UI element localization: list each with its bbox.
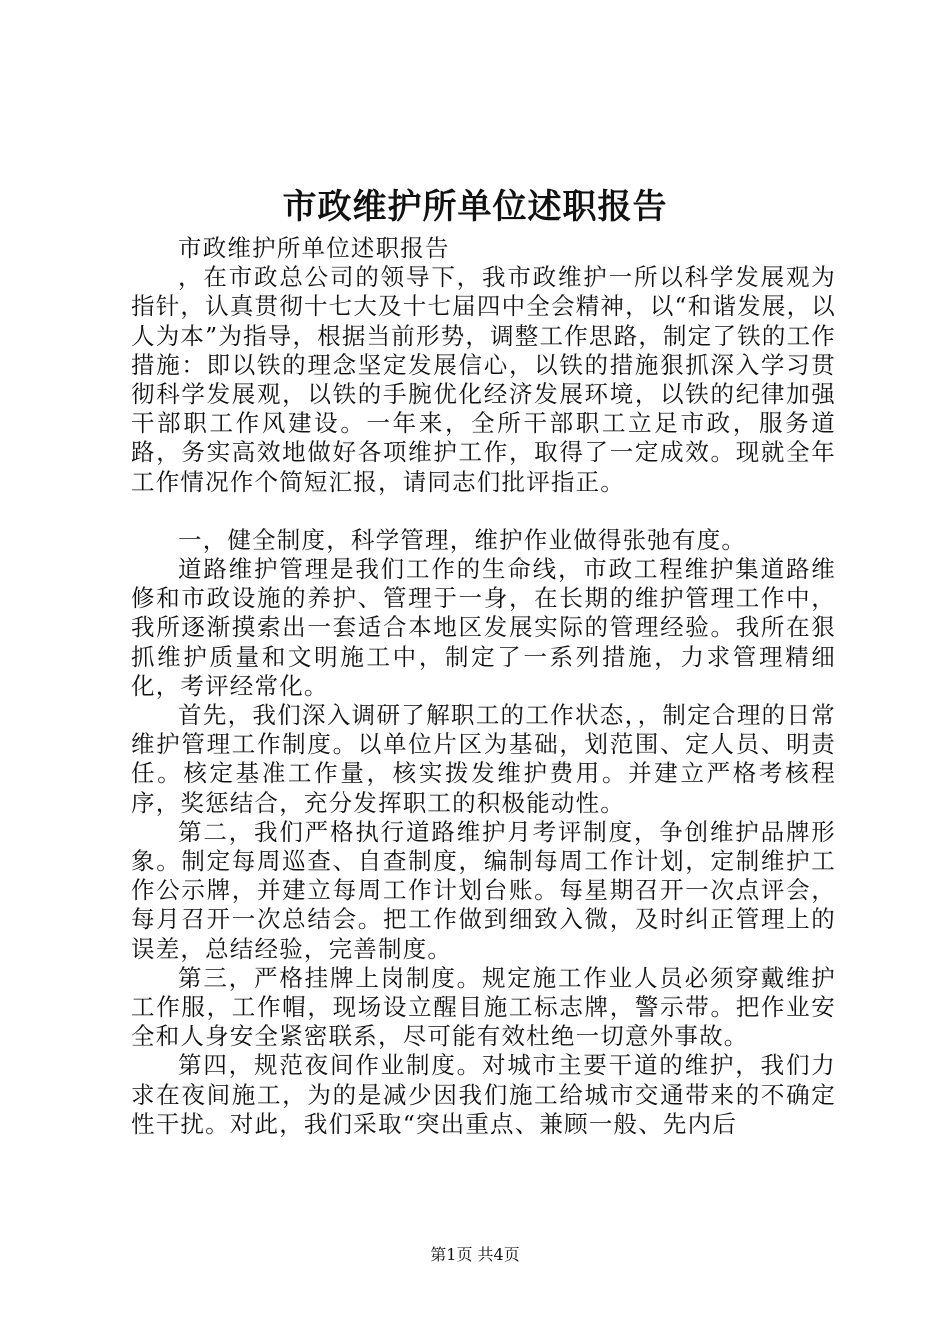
paragraph: 首先，我们深入调研了解职工的工作状态，，制定合理的日常维护管理工作制度。以单位片区为基础，划范围、定人员、明责任。核定基准工作量，核实拨发维护费用。并建立严格考核程序，奖惩结合，充分发挥职工的积极能动性。	[131, 701, 836, 817]
paragraph: 道路维护管理是我们工作的生命线，市政工程维护集道路维修和市政设施的养护、管理于一身，在长期的维护管理工作中，我所逐渐摸索出一套适合本地区发展实际的管理经验。我所在狠抓维护质量和文明施工中，制定了一系列措施，力求管理精细化，考评经常化。	[131, 555, 836, 700]
section-heading-1: 一，健全制度，科学管理，维护作业做得张弛有度。	[178, 525, 747, 554]
paragraph-intro: ，在市政总公司的领导下，我市政维护一所以科学发展观为指针，认真贯彻十七大及十七届四中全会精神，以“和谐发展，以人为本”为指导，根据当前形势，调整工作思路，制定了铁的工作措施：即以铁的理念坚定发展信心，以铁的措施狠抓深入学习贯彻科学发展观，以铁的手腕优化经济发展环境，以铁的纪律加强干部职工作风建设。一年来，全所干部职工立足市政，服务道路，务实高效地做好各项维护工作，取得了一定成效。现就全年工作情况作个简短汇报，请同志们批评指正。	[131, 263, 836, 496]
document-title: 市政维护所单位述职报告	[282, 187, 668, 227]
paragraph-subtitle: 市政维护所单位述职报告	[178, 234, 450, 262]
paragraph: 第三，严格挂牌上岗制度。规定施工作业人员必须穿戴维护工作服，工作帽，现场设立醒目施工标志牌，警示带。把作业安全和人身安全紧密联系，尽可能有效杜绝一切意外事故。	[131, 963, 836, 1051]
document-body	[131, 234, 836, 1139]
page-footer: 第1页 共4页	[430, 1245, 520, 1264]
paragraph: 第二，我们严格执行道路维护月考评制度，争创维护品牌形象。制定每周巡查、自查制度，编制每周工作计划，定制维护工作公示牌，并建立每周工作计划台账。每星期召开一次点评会，每月召开一次总结会。把工作做到细致入微，及时纠正管理上的误差，总结经验，完善制度。	[131, 817, 836, 963]
paragraph: 第四，规范夜间作业制度。对城市主要干道的维护，我们力求在夜间施工，为的是减少因我们施工给城市交通带来的不确定性干扰。对此，我们采取“突出重点、兼顾一般、先内后	[131, 1051, 836, 1138]
